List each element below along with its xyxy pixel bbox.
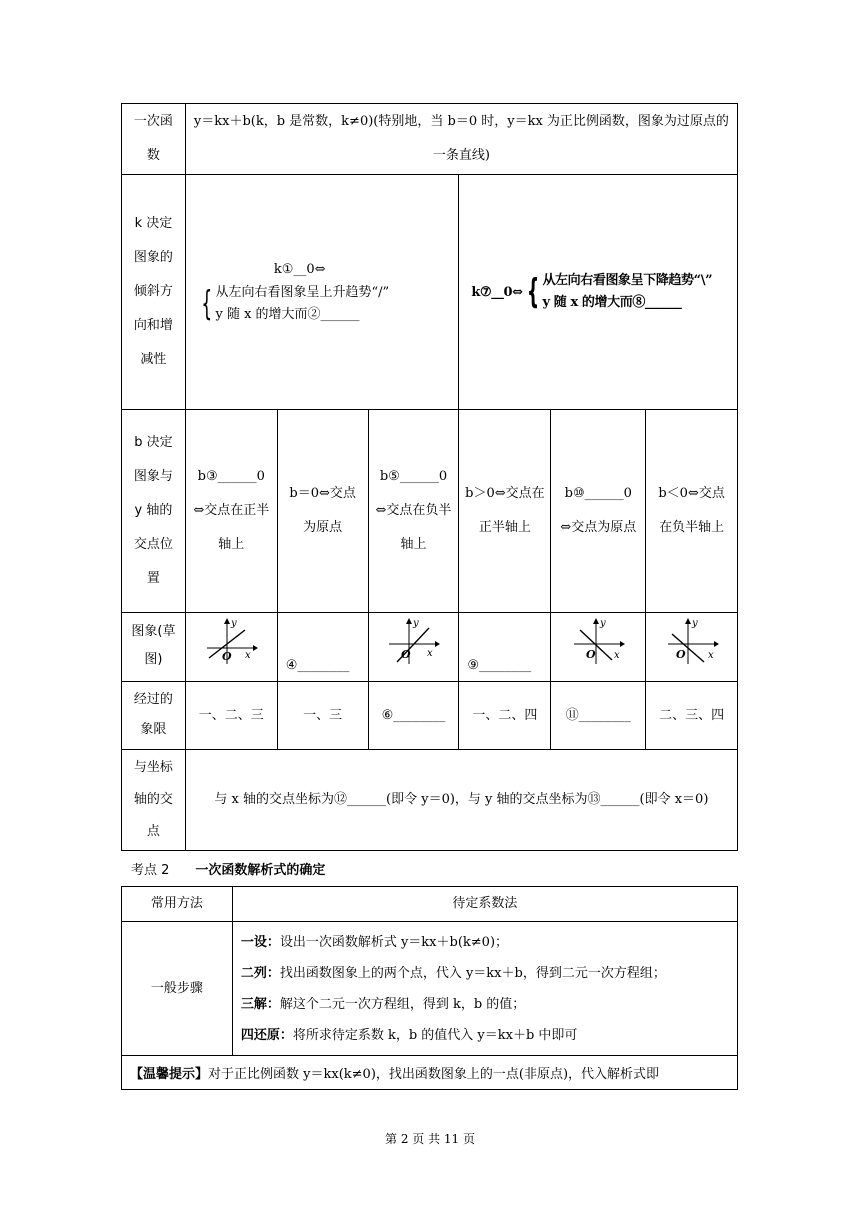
function-properties-table — [121, 103, 738, 851]
k-positive-line-2: y 随 x 的增大而②______ — [215, 307, 360, 322]
k-negative-line-1: 从左向右看图象呈下降趋势“\” — [542, 273, 713, 288]
step-4: 四还原：将所求待定系数 k，b 的值代入 y＝kx＋b 中即可 — [240, 1027, 578, 1043]
k-negative-line-2: y 随 x 的增大而⑧______ — [542, 295, 682, 310]
brace-symbol: { — [201, 284, 213, 324]
graph-falling-negative-intercept — [662, 614, 722, 666]
row-label-k: k 决定图象的倾斜方向和增减性 — [122, 175, 186, 410]
k-positive-cell — [185, 175, 459, 410]
graph-sketch-3 — [368, 613, 459, 682]
section-heading — [131, 859, 325, 878]
b-cell-1: b③______0 ⇔交点在正半轴上 — [185, 410, 277, 613]
svg-text:O: O — [586, 648, 596, 661]
general-steps-cell — [232, 922, 737, 1056]
svg-text:O: O — [401, 648, 412, 661]
svg-text:x: x — [614, 650, 620, 661]
quadrant-cell-6: 二、三、四 — [646, 682, 738, 750]
brace-symbol: { — [526, 272, 539, 312]
quadrant-cell-2: 一、三 — [277, 682, 368, 750]
method-head-left: 常用方法 — [122, 887, 233, 922]
quadrant-cell-1: 一、二、三 — [185, 682, 277, 750]
section-label: 考点 2 — [131, 863, 170, 878]
method-table — [121, 886, 738, 1090]
k-negative-head: k⑦__0⇔ — [471, 284, 523, 300]
svg-text:x: x — [427, 648, 434, 659]
svg-text:y: y — [231, 618, 237, 629]
svg-text:y: y — [413, 618, 420, 629]
b-cell-5: b⑩______0 ⇔交点为原点 — [551, 410, 646, 613]
row-label-intercepts: 与坐标轴的交点 — [122, 750, 186, 851]
method-head-right: 待定系数法 — [232, 887, 737, 922]
svg-text:O: O — [675, 648, 686, 661]
quadrant-cell-3: ⑥________ — [368, 682, 459, 750]
quadrant-cell-4: 一、二、四 — [459, 682, 551, 750]
row-label-quadrants: 经过的象限 — [122, 682, 186, 750]
svg-text:O: O — [222, 650, 232, 663]
quadrant-cell-5: ⑪________ — [551, 682, 646, 750]
step-3: 三解：解这个二元一次方程组，得到 k，b 的值； — [240, 996, 526, 1012]
graph-falling-through-origin — [568, 614, 628, 666]
svg-text:x: x — [707, 650, 714, 661]
warm-tip: 【温馨提示】对于正比例函数 y＝kx(k≠0)，找出函数图象上的一点(非原点)，代入解析式即 — [122, 1056, 738, 1090]
b-cell-4: b＞0⇔交点在正半轴上 — [459, 410, 551, 613]
svg-text:y: y — [691, 618, 698, 629]
intercepts-text: 与 x 轴的交点坐标为⑫______(即令 y＝0)，与 y 轴的交点坐标为⑬______(即令 x＝0) — [185, 750, 737, 851]
graph-rising-positive-intercept — [201, 614, 261, 666]
graph-blank-4: ④________ — [277, 613, 368, 682]
svg-text:x: x — [245, 650, 251, 661]
svg-text:y: y — [600, 618, 606, 629]
b-cell-2: b＝0⇔交点为原点 — [277, 410, 368, 613]
row-label-graph: 图象(草图) — [122, 613, 186, 682]
b-cell-3: b⑤______0 ⇔交点在负半轴上 — [368, 410, 459, 613]
general-steps-label: 一般步骤 — [122, 922, 233, 1056]
graph-rising-negative-intercept — [383, 614, 443, 666]
graph-sketch-5 — [551, 613, 646, 682]
page-footer: 第 2 页 共 11 页 — [385, 1132, 475, 1146]
linear-function-definition: y＝kx＋b(k，b 是常数，k≠0)(特别地，当 b＝0 时，y＝kx 为正比例函数，图象为过原点的一条直线) — [185, 104, 737, 175]
row-label-linear-function: 一次函数 — [122, 104, 186, 175]
graph-sketch-6 — [646, 613, 738, 682]
section-title: 一次函数解析式的确定 — [195, 863, 326, 878]
k-positive-head: k①__0⇔ — [273, 262, 326, 277]
b-cell-6: b＜0⇔交点在负半轴上 — [646, 410, 738, 613]
row-label-b: b 决定图象与 y 轴的交点位置 — [122, 410, 186, 613]
k-positive-line-1: 从左向右看图象呈上升趋势“/” — [215, 285, 390, 300]
graph-sketch-1 — [185, 613, 277, 682]
graph-blank-9: ⑨________ — [459, 613, 551, 682]
k-negative-cell — [459, 175, 738, 410]
step-2: 二列：找出函数图象上的两个点，代入 y＝kx＋b，得到二元一次方程组； — [240, 965, 666, 981]
step-1: 一设：设出一次函数解析式 y＝kx＋b(k≠0)； — [240, 934, 509, 950]
